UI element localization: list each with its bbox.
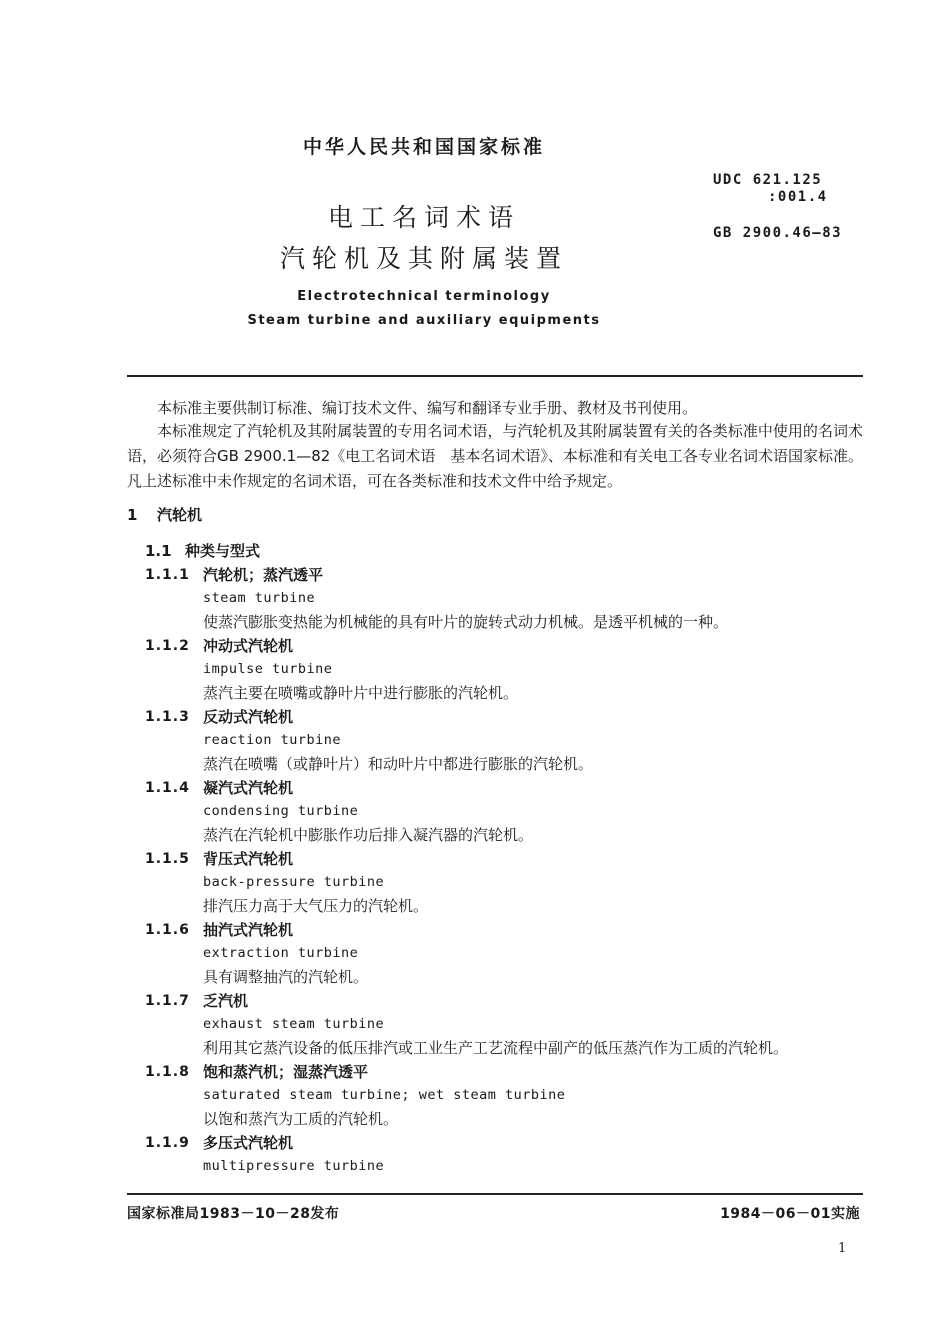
udc-code-line1: UDC 621.125 [713, 172, 823, 188]
term-definition: 蒸汽在汽轮机中膨胀作功后排入凝汽器的汽轮机。 [203, 826, 534, 844]
term-definition: 蒸汽主要在喷嘴或静叶片中进行膨胀的汽轮机。 [203, 684, 519, 702]
term-cn: 冲动式汽轮机 [203, 637, 294, 655]
header-divider [127, 375, 863, 377]
term-cn: 背压式汽轮机 [203, 850, 294, 868]
term-number: 1.1.9 [145, 1135, 190, 1151]
term-number: 1.1.5 [145, 851, 190, 867]
term-number: 1.1.7 [145, 993, 190, 1009]
section-title: 汽轮机 [157, 506, 203, 524]
subsection-title: 种类与型式 [185, 542, 261, 560]
title-en-line2: Steam turbine and auxiliary equipments [247, 313, 601, 328]
page-number: 1 [838, 1241, 847, 1256]
intro-paragraph-1: 本标准主要供制订标准、编订技术文件、编写和翻译专业手册、教材及书刊使用。 [157, 399, 698, 417]
section-heading [127, 504, 202, 525]
term-number: 1.1.2 [145, 638, 190, 654]
term-en: exhaust steam turbine [203, 1016, 385, 1032]
term-en: steam turbine [203, 590, 316, 606]
term-cn: 反动式汽轮机 [203, 708, 294, 726]
term-definition: 以饱和蒸汽为工质的汽轮机。 [203, 1110, 399, 1128]
term-number: 1.1.6 [145, 922, 190, 938]
subsection-heading [145, 540, 260, 561]
term-en: impulse turbine [203, 661, 333, 677]
title-cn-line1: 电工名词术语 [327, 203, 520, 232]
term-en: back-pressure turbine [203, 874, 385, 890]
title-cn-line2: 汽轮机及其附属装置 [279, 244, 568, 273]
national-standard-heading: 中华人民共和国国家标准 [302, 136, 545, 158]
issue-date: 国家标准局1983－10－28发布 [127, 1206, 340, 1222]
term-cn: 乏汽机 [203, 992, 249, 1010]
subsection-number: 1.1 [145, 542, 172, 560]
term-number: 1.1.3 [145, 709, 190, 725]
term-en: multipressure turbine [203, 1158, 385, 1174]
term-definition: 排汽压力高于大气压力的汽轮机。 [203, 897, 429, 915]
footer-divider [127, 1193, 863, 1195]
intro-paragraph-2: 本标准规定了汽轮机及其附属装置的专用名词术语，与汽轮机及其附属装置有关的各类标准中使用的名词术语，必须符合GB 2900.1—82《电工名词术语 基本名词术语》、本标准和有关电工各专业名词术语国家标准。凡上述标准中未作规定的名词术语，可在各类标准和技术文件中给予规定。 [127, 422, 863, 490]
title-en-line1: Electrotechnical terminology [297, 289, 551, 304]
term-number: 1.1.4 [145, 780, 190, 796]
term-cn: 汽轮机；蒸汽透平 [203, 566, 324, 584]
term-en: extraction turbine [203, 945, 359, 961]
term-definition: 蒸汽在喷嘴（或静叶片）和动叶片中都进行膨胀的汽轮机。 [203, 755, 594, 773]
term-en: saturated steam turbine; wet steam turbine [203, 1087, 566, 1103]
term-en: condensing turbine [203, 803, 359, 819]
term-cn: 凝汽式汽轮机 [203, 779, 294, 797]
section-number: 1 [127, 506, 138, 524]
term-number: 1.1.8 [145, 1064, 190, 1080]
effective-date: 1984－06－01实施 [720, 1206, 860, 1222]
term-definition: 利用其它蒸汽设备的低压排汽或工业生产工艺流程中副产的低压蒸汽作为工质的汽轮机。 [203, 1039, 789, 1057]
term-definition: 使蒸汽膨胀变热能为机械能的具有叶片的旋转式动力机械。是透平机械的一种。 [203, 613, 729, 631]
gb-standard-number: GB 2900.46—83 [713, 225, 843, 241]
term-en: reaction turbine [203, 732, 342, 748]
term-cn: 抽汽式汽轮机 [203, 921, 294, 939]
udc-code-line2: :001.4 [768, 189, 828, 205]
term-cn: 多压式汽轮机 [203, 1134, 294, 1152]
term-number: 1.1.1 [145, 567, 190, 583]
term-definition: 具有调整抽汽的汽轮机。 [203, 968, 369, 986]
term-cn: 饱和蒸汽机；湿蒸汽透平 [203, 1063, 369, 1081]
